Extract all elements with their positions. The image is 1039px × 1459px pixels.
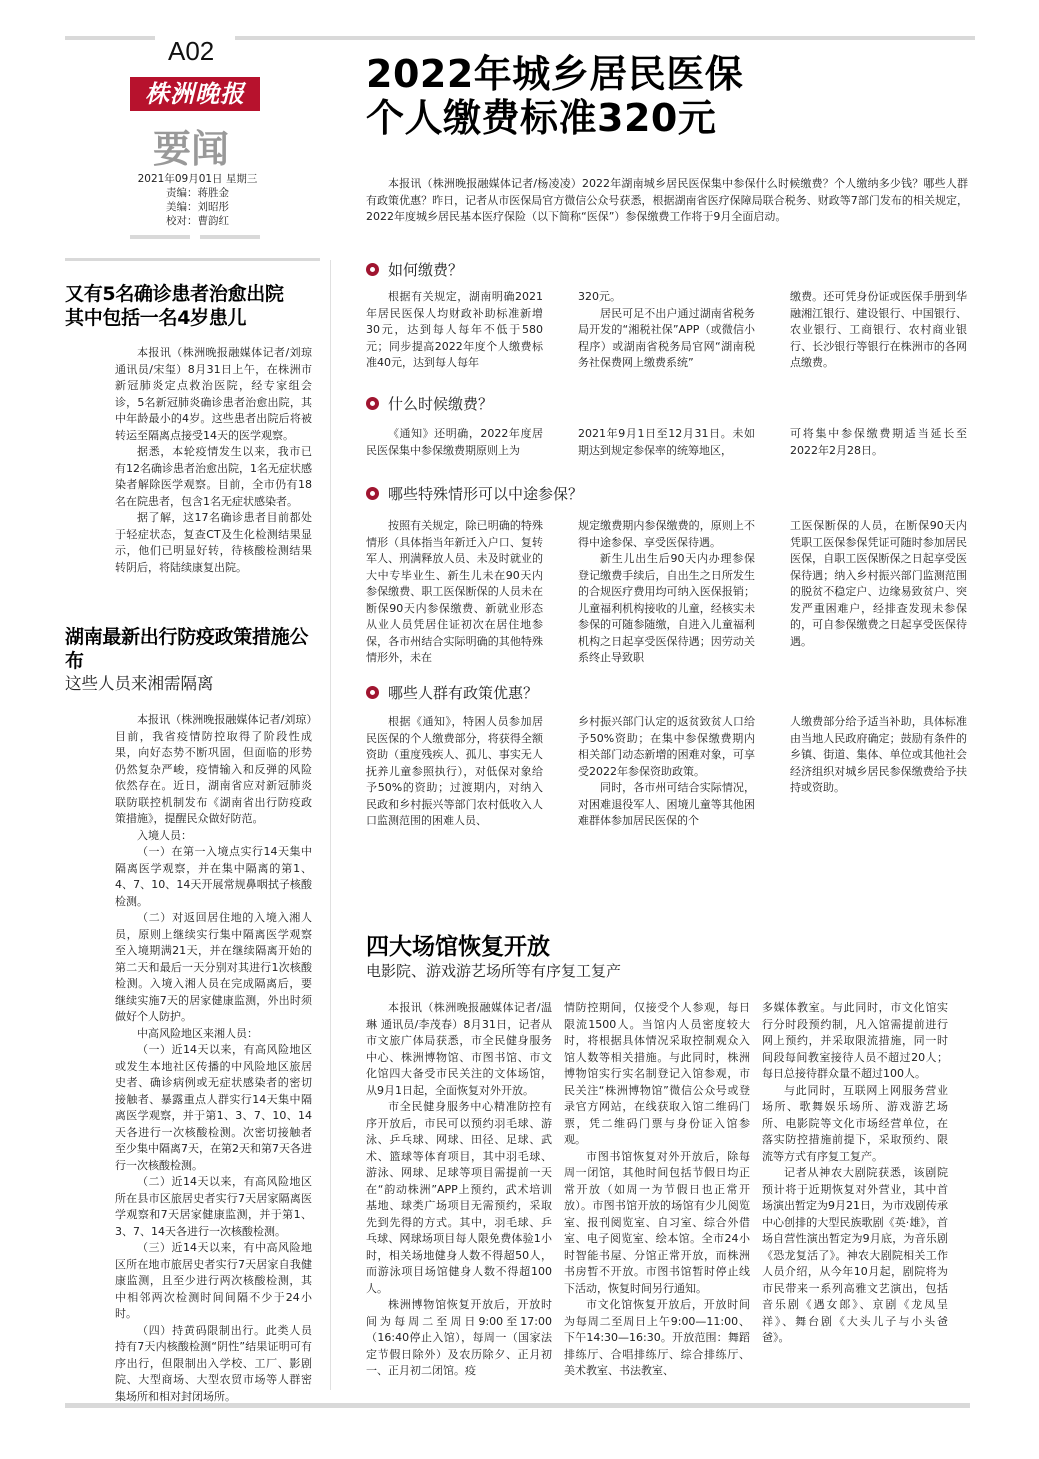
main-headline-line1: 2022年城乡居民医保 <box>366 52 744 96</box>
side-article-2-headline: 湖南最新出行防疫政策措施公布 这些人员来湘需隔离 <box>65 626 309 693</box>
bottom-column: 本报讯（株洲晚报融媒体记者/温琳 通讯员/李茂春）8月31日，记者从市文旅广体局获悉，市全民健身服务中心、株洲博物馆、市图书馆、市文化馆四大备受市民关注的文体场馆，从9月1日起，全面恢复对外开放。 市全民健身服务中心精准防控有序开放后，市民可以预约羽毛球、游泳、乒乓球、网球、田径、足球、武术、篮球等体育项目，其中羽毛球、游泳、网球、足球等项目需提前一天在“韵动株洲”APP上预约，武术培训基地、球类广场项目无需预约，采取先到先得的方式。其中，羽毛球、乒乓球、网球场项目每人限免费体验1小时，相关场地健身人数不得超50人，而游泳项目场馆健身人数不得超100人。 株洲博物馆恢复开放后，开放时间为每周二至周日9:00至17:00（16:40停止入馆），每周一（国家法定节假日除外）及农历除夕、正月初一、正月初二闭馆。疫 <box>366 1001 552 1377</box>
answer-columns-4 <box>366 714 968 830</box>
question-heading-2: 什么时候缴费？ <box>366 393 493 413</box>
side-article-1-body: 本报讯（株洲晚报融媒体记者/刘琼 通讯员/宋玺）8月31日上午，在株洲市新冠肺炎定点救治医院，经专家组会诊，5名新冠肺炎确诊患者治愈出院，其中年龄最小的4岁。这些患者出院后将被转运至隔离点接受14天的医学观察。 据悉，本轮疫情发生以来，我市已有12名确诊患者治愈出院，1名无症状感染者解除医学观察。目前，全市仍有18名在院患者，包含1名无症状感染者。 据了解，这17名确诊患者目前都处于轻症状态，复查CT及生化检测结果显示，他们已明显好转，待核酸检测结果转阴后，将陆续康复出院。 <box>115 346 312 574</box>
answer-column: 根据《通知》，特困人员参加居民医保的个人缴费部分，将获得全额资助（重度残疾人、孤儿、事实无人抚养儿童参照执行），对低保对象给予50%的资助；过渡期内，对纳入民政和乡村振兴等部门农村低收入人口监测范围的困难人员、 <box>366 715 543 827</box>
side-article-2-body: 本报讯（株洲晚报融媒体记者/刘琼）目前，我省疫情防控取得了阶段性成果，向好态势不断巩固，但面临的形势仍然复杂严峻，疫情输入和反弹的风险依然存在。近日，湖南省应对新冠肺炎联防联控机制发布《湖南省出行防疫政策措施》，提醒民众做好防范。 入境人员： （一）在第一入境点实行14天集中隔离医学观察，并在集中隔离的第1、4、7、10、14天开展常规鼻咽拭子核酸检测。 （二）对返回居住地的入境入湘人员，原则上继续实行集中隔离医学观察至入境期满21天，并在继续隔离开始的第二天和最后一天分别对其进行1次核酸检测。入境入湘人员在完成隔离后，要继续实施7天的居家健康监测，外出时须做好个人防护。 中高风险地区来湘人员： （一）近14天以来，有高风险地区或发生本地社区传播的中风险地区旅居史者、确诊病例或无症状感染者的密切接触者、暴露重点人群实行14天集中隔离医学观察，并于第1、3、7、10、14天各进行一次核酸检测。次密切接触者至少集中隔离7天，在第2天和第7天各进行一次核酸检测。 （二）近14天以来，有高风险地区所在县市区旅居史者实行7天居家隔离医学观察和7天居家健康监测，并于第1、3、7、14天各进行一次核酸检测。 （三）近14天以来，有中高风险地区所在地市旅居史者实行7天居家自我健康监测，且至少进行两次核酸检测，其中相邻两次检测时间间隔不少于24小时。 （四）持黄码限制出行。此类人员持有7天内核酸检测“阴性”结果证明可有序出行，但限制出入学校、工厂、影剧院、大型商场、大型农贸市场等人群密集场所和相对封闭场所。 <box>115 713 312 1403</box>
bottom-column: 情防控期间，仅接受个人参观，每日限流1500人。当馆内人员密度较大时，将根据具体情况采取控制观众入馆人数等相关措施。与此同时，株洲博物馆实行实名制登记入馆参观，市民关注“株洲博物馆”微信公众号或登录官方网站，在线获取入馆二维码门票，凭二维码门票与身份证入馆参观。 市图书馆恢复对外开放后，除每周一闭馆，其他时间包括节假日均正常开放（如周一为节假日也正常开放）。市图书馆开放的场馆有少儿阅览室、报刊阅览室、自习室、综合外借室、电子阅览室、绘本馆。全市24小时智能书屋、分馆正常开放，而株洲书房暂不开放。市图书馆暂时停止线下活动，恢复时间另行通知。 市文化馆恢复开放后，开放时间为每周二至周日上午9:00—11:00、下午14:30—16:30。开放范围：舞蹈排练厅、合唱排练厅、综合排练厅、美术教室、书法教室、 <box>564 1001 750 1377</box>
header-bottom-rule <box>130 235 190 239</box>
editor-credit: 责编：蒋胜金 <box>166 187 229 199</box>
answer-column: 可将集中参保缴费期适当延长至2022年2月28日。 <box>790 427 967 457</box>
top-rule-right <box>235 36 975 40</box>
section-title: 要闻 <box>153 126 230 171</box>
top-rule-left <box>65 36 155 40</box>
answer-column: 规定缴费期内参保缴费的，原则上不得中途参保、享受医保待遇。 新生儿出生后90天内办理参保登记缴费手续后，自出生之日所发生的合规医疗费用均可纳入医保报销；儿童福利机构接收的儿童，经核实未参保的可随参随缴，自进入儿童福利机构之日起享受医保待遇；因劳动关系终止导致职 <box>578 519 755 664</box>
answer-column: 2021年9月1日至12月31日。未如期达到规定参保率的统筹地区， <box>578 427 755 457</box>
question-heading-3: 哪些特殊情形可以中途参保？ <box>366 483 583 503</box>
answer-column: 人缴费部分给予适当补助，具体标准由当地人民政府确定；鼓励有条件的乡镇、街道、集体、单位或其他社会经济组织对城乡居民参保缴费给予扶持或资助。 <box>790 715 967 794</box>
header-bottom-rule-2 <box>200 235 260 239</box>
bottom-article-headline: 四大场馆恢复开放 <box>366 934 550 960</box>
answer-column: 根据有关规定，湖南明确2021年居民医保人均财政补助标准新增30元，达到每人每年不低于580元；同步提高2022年度个人缴费标准40元，达到每人每年 <box>366 290 543 369</box>
answer-columns-2 <box>366 426 968 459</box>
question-heading-1: 如何缴费？ <box>366 259 463 279</box>
question-heading-4: 哪些人群有政策优惠？ <box>366 682 538 702</box>
issue-date: 2021年09月01日 星期三 <box>137 173 258 185</box>
answer-column: 按照有关规定，除已明确的特殊情形（具体指当年新迁入户口、复转军人、刑满释放人员、未及时就业的大中专毕业生、新生儿未在90天内参保缴费、职工医保断保的人员未在断保90天内参保缴费、新就业形态从业人员凭居住证初次在居住地参保，各市州结合实际明确的其他特殊情形外，未在 <box>366 519 543 664</box>
bullet-ring-icon <box>366 487 379 500</box>
bullet-ring-icon <box>366 263 379 276</box>
proofreader-credit: 校对：曹韵红 <box>166 215 229 227</box>
bottom-article-subheadline: 电影院、游戏游艺场所等有序复工复产 <box>366 962 622 980</box>
main-lead-paragraph <box>366 176 968 226</box>
left-separator-rule <box>65 258 320 261</box>
bottom-article-body <box>366 1000 956 1380</box>
lead-text: 本报讯（株洲晚报融媒体记者/杨凌凌）2022年湖南城乡居民医保集中参保什么时候缴费？个人缴纳多少钱？哪些人群有政策优惠？昨日，记者从市医保局官方微信公众号获悉，根据湖南省医疗保障局联合税务、财政等7部门发布的相关规定，2022年度城乡居民基本医疗保险（以下简称“医保”）参保缴费工作将于9月全面启动。 <box>366 177 968 223</box>
answer-column: 320元。 居民可足不出户通过湖南省税务局开发的“湘税社保”APP（或微信小程序）或湖南省税务局官网“湖南税务社保费网上缴费系统” <box>578 290 755 369</box>
answer-column: 乡村振兴部门认定的返贫致贫人口给予50%资助；在集中参保缴费期内相关部门动态新增的困难对象，可享受2022年参保资助政策。 同时，各市州可结合实际情况，对困难退役军人、困境儿童等其他困难群体参加居民医保的个 <box>578 715 755 827</box>
page-number: A02 <box>168 36 215 66</box>
answer-column: 缴费。还可凭身份证或医保手册到华融湘江银行、建设银行、中国银行、农业银行、工商银行、农村商业银行、长沙银行等银行在株洲市的各网点缴费。 <box>790 290 967 369</box>
bullet-ring-icon <box>366 686 379 699</box>
art-editor-credit: 美编：刘昭彤 <box>166 201 229 213</box>
column-divider <box>330 260 331 1390</box>
issue-meta <box>130 172 265 228</box>
answer-column: 工医保断保的人员，在断保90天内凭职工医保参保凭证可随时参加居民医保，自职工医保断保之日起享受医保待遇；纳入乡村振兴部门监测范围的脱贫不稳定户、边缘易致贫户、突发严重困难户，经排查发现未参保的，可自参保缴费之日起享受医保待遇。 <box>790 519 967 648</box>
newspaper-masthead-logo: 株洲晚报 <box>130 77 260 111</box>
main-headline-line2: 个人缴费标准320元 <box>366 96 717 140</box>
answer-columns-1 <box>366 289 968 372</box>
main-headline <box>366 52 743 140</box>
answer-columns-3 <box>366 518 968 667</box>
side-article-1-headline: 又有5名确诊患者治愈出院 其中包括一名4岁患儿 <box>65 283 284 329</box>
answer-column: 《通知》还明确，2022年度居民医保集中参保缴费期原则上为 <box>366 427 543 457</box>
bottom-column: 多媒体教室。与此同时，市文化馆实行分时段预约制，凡入馆需提前进行网上预约，并采取限流措施，同一时间段每间教室接待人员不超过20人；每日总接待群众量不超过100人。 与此同时，互联网上网服务营业场所、歌舞娱乐场所、游戏游艺场所、电影院等文化市场经营单位，在落实防控措施前提下，采取预约、限流等方式有序复工复产。 记者从神农大剧院获悉，该剧院预计将于近期恢复对外营业，其中首场演出暂定为9月21日，为市戏剧传承中心创排的大型民族歌剧《英·雄》，首场自营性演出暂定为9月底，为音乐剧《恐龙复活了》。神农大剧院相关工作人员介绍，从今年10月起，剧院将为市民带来一系列高雅文艺演出，包括音乐剧《遇女郎》、京剧《龙凤呈祥》、舞台剧《大头儿子与小头爸爸》。 <box>762 1001 948 1344</box>
bullet-ring-icon <box>366 397 379 410</box>
